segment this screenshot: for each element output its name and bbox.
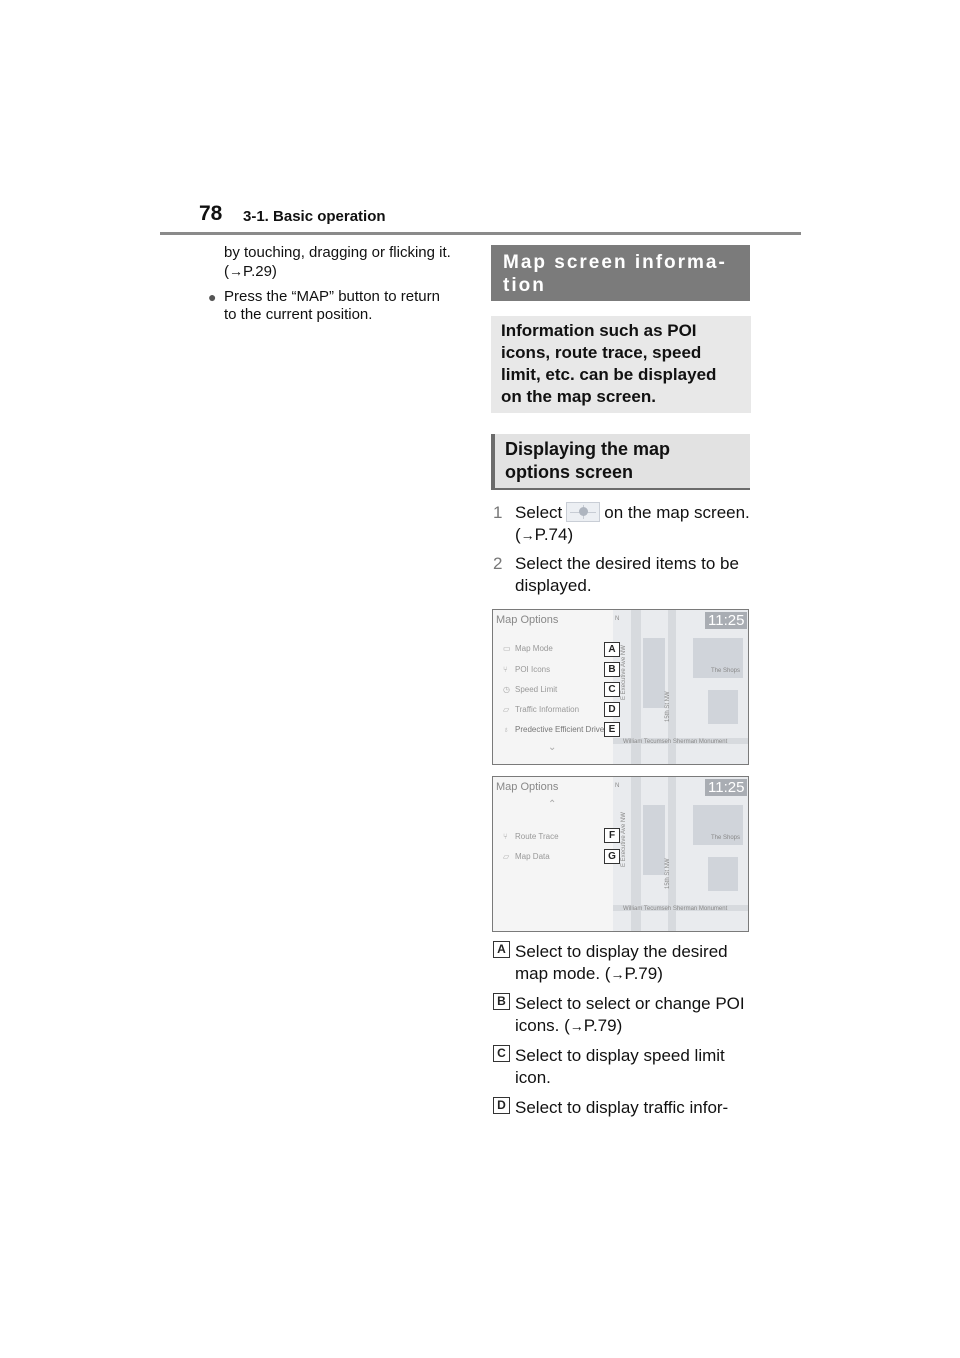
arrow-icon: → — [229, 263, 243, 279]
bullet-icon: ● — [208, 289, 217, 305]
menu-item-route-trace[interactable]: ⑂ Route Trace — [503, 832, 559, 841]
label-box-g: G — [604, 849, 620, 864]
label-box-d: D — [604, 702, 620, 717]
letter-box-d: D — [493, 1097, 510, 1114]
arrow-icon: → — [610, 966, 625, 982]
label-box-f: F — [604, 828, 620, 843]
efficient-drive-icon: ♁ — [503, 725, 509, 734]
page-number: 78 — [199, 202, 223, 225]
map-options-screen-2 — [492, 776, 749, 932]
letter-box-b: B — [493, 993, 510, 1010]
step-2: 2 Select the desired items to be displayed. — [493, 554, 739, 595]
section-heading: Map screen informa-tion — [491, 245, 750, 301]
letter-box-c: C — [493, 1045, 510, 1062]
speed-limit-icon: ◷ — [503, 685, 510, 694]
arrow-icon: → — [569, 1018, 584, 1034]
callout-a: A Select to display the desired map mode. (→P.79) — [493, 941, 751, 985]
menu-item-map-mode[interactable]: ▭ Map Mode — [503, 644, 553, 653]
menu-item-poi-icons[interactable]: ⑂ POI Icons — [503, 665, 551, 674]
menu-item-traffic-information[interactable]: ▱ Traffic Information — [503, 705, 580, 714]
section-title: 3-1. Basic operation — [243, 208, 386, 225]
map-mode-icon: ▭ — [503, 644, 511, 653]
menu-item-map-data[interactable]: ▱ Map Data — [503, 852, 550, 861]
sub-heading: Displaying the map options screen — [491, 434, 750, 490]
menu-item-efficient-drive[interactable]: ♁ Predective Efficient Drive — [503, 725, 605, 734]
label-box-a: A — [604, 642, 620, 657]
poi-icon: ⑂ — [503, 665, 508, 674]
callout-d: D Select to display traffic infor- — [493, 1097, 751, 1119]
callout-c: C Select to display speed limit icon. — [493, 1045, 751, 1089]
route-trace-icon: ⑂ — [503, 832, 508, 841]
label-box-b: B — [604, 662, 620, 677]
map-options-screen-1 — [492, 609, 749, 765]
map-options-icon — [566, 502, 600, 522]
left-column — [208, 244, 474, 324]
letter-box-a: A — [493, 941, 510, 958]
clock: 11:25 — [705, 612, 747, 629]
screen-title: Map Options — [496, 781, 559, 793]
chevron-down-icon[interactable]: ⌄ — [548, 742, 557, 753]
info-box: Information such as POI icons, route trace, speed limit, etc. can be displayed on the map screen. — [491, 316, 751, 413]
screen-title: Map Options — [496, 614, 559, 626]
callout-b: B Select to select or change POI icons. (→P.79) — [493, 993, 751, 1037]
label-box-c: C — [604, 682, 620, 697]
map-data-icon: ▱ — [503, 852, 510, 861]
continued-text: by touching, dragging or flicking it. (→P.29) — [224, 244, 451, 280]
map-area: E Executive Ave NW 15th St NW The Shops William Tecumseh Sherman Monument N — [613, 777, 749, 931]
traffic-icon: ▱ — [503, 705, 510, 714]
arrow-icon: → — [520, 527, 535, 543]
map-area: E Executive Ave NW 15th St NW The Shops William Tecumseh Sherman Monument N — [613, 610, 749, 764]
clock: 11:25 — [705, 779, 747, 796]
chevron-up-icon[interactable]: ⌃ — [548, 799, 557, 810]
header-rule — [160, 232, 801, 235]
bullet-item: ● Press the “MAP” button to return to the current position. — [208, 288, 440, 323]
label-box-e: E — [604, 722, 620, 737]
step-1: 1 Select on the map screen. (→P.74) — [493, 503, 750, 544]
menu-item-speed-limit[interactable]: ◷ Speed Limit — [503, 685, 558, 694]
